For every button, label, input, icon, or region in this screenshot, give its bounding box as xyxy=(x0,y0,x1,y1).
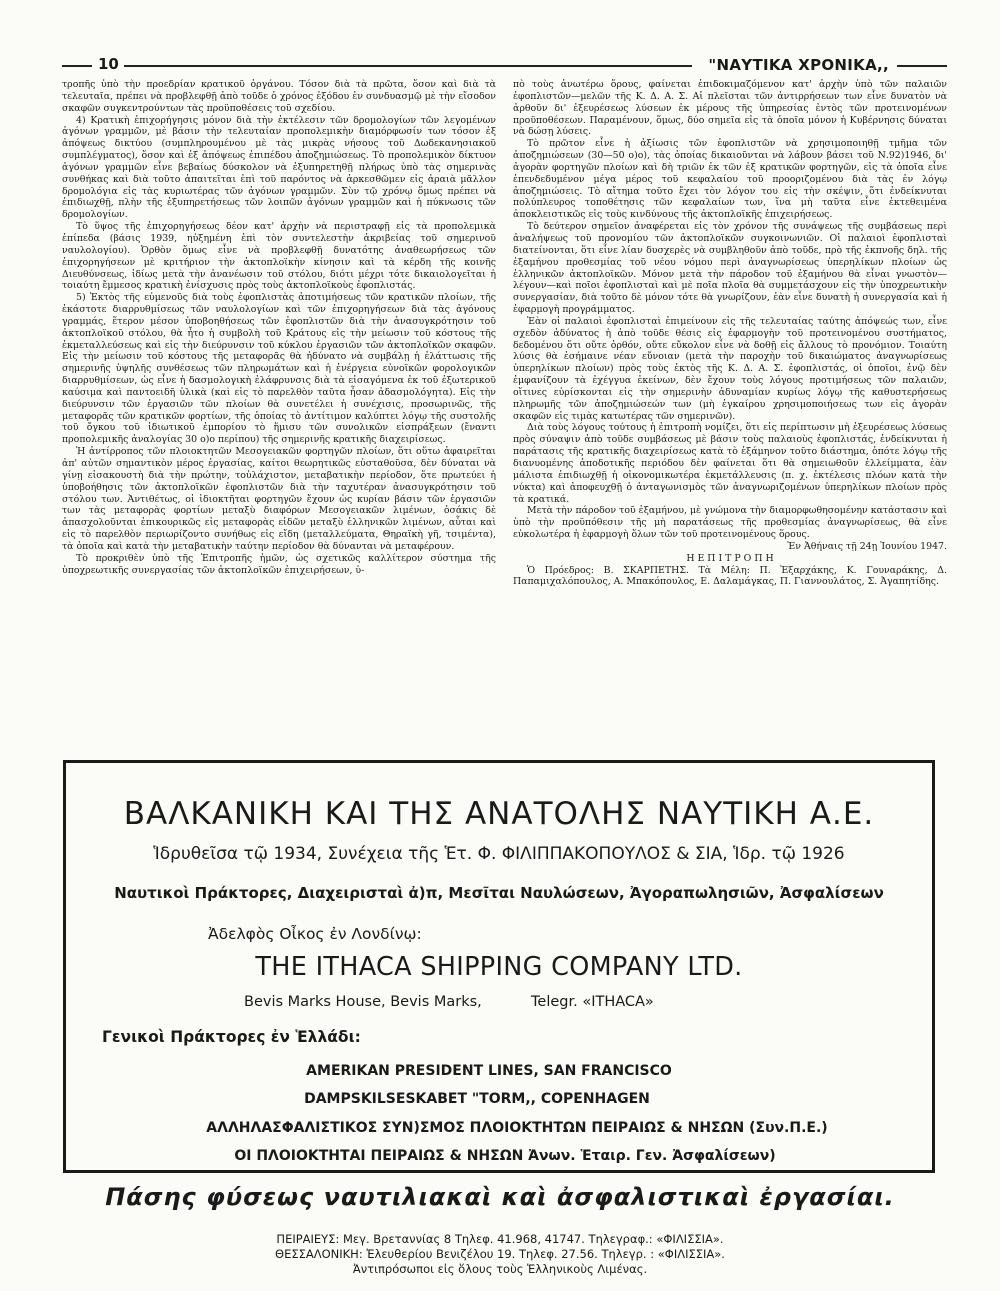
ad-london-company: THE ITHACA SHIPPING COMPANY LTD. xyxy=(255,952,743,982)
ad-address-piraeus: ΠΕΙΡΑΙΕΥΣ: Μεγ. Βρεταννίας 8 Τηλεφ. 41.968, 41747. Τηλεγραφ.: «ΦΙΛΙΣΣΙΑ». xyxy=(276,1232,724,1246)
ad-founded-line: Ἱδρυθεῖσα τῷ 1934, Συνέχεια τῆς Ἑτ. Φ. ΦΙΛΙΠΠΑΚΟΠΟΥΛΟΣ & ΣΙΑ, Ἱδρ. τῷ 1926 xyxy=(153,844,845,864)
article-paragraph: Ἐὰν οἱ παλαιοὶ ἐφοπλισταὶ ἐπιμείνουν εἰς τῆς τελευταίας ταύτης ἀπόψεώς των, εἶνε σχεδὸν ἀδύνατος ἡ ἀπὸ τοῦδε θέσις εἰς ἐφαρμογὴν τοῦ προτεινομένου συστήματος, δεδομένου ὅτι οὔτε ὀρθόν, οὔτε εὔκολον εἶνε νὰ δοθῇ εἰς ἄλλους τὸ προνόμιον. Τοιαύτη λύσις θὰ ἐσήμαινε νέαν εὔνοιαν (μετὰ τὴν παροχὴν τοῦ δικαιώματος ἀναγνωρίσεως ὑπερηλίκων πλοίων) πρὸς τοὺς ἐκτὸς τῆς Κ. Δ. Α. Σ. ἐφοπλιστάς, οἱ ὁποῖοι, ἐνῷ δὲν ἐμφανίζουν τὰ ἐχέγγυα ἐκείνων, δὲν ἔχουν τοὺς λόγους προτιμήσεως τῶν παλαιῶν, οἵτινες εὑρίσκονται εἰς τὴν σημερινὴν ἀδυναμίαν κυρίως λόγῳ τῆς καθυστερήσεως πληρωμῆς τῶν ἀποζημιώσεών των (μὴ ἐγκαίρου χρησιμοποιήσεως των εἰς ἀγορὰν σκαφῶν εἰς τιμὰς κατωτέρας τῶν σημερινῶν). xyxy=(513,315,947,422)
advertisement-box xyxy=(63,760,935,1173)
ad-agents-label: Γενικοὶ Πράκτορες ἐν Ἑλλάδι: xyxy=(102,1028,361,1046)
ad-agent-item: ΟΙ ΠΛΟΙΟΚΤΗΤΑΙ ΠΕΙΡΑΙΩΣ & ΝΗΣΩΝ Ἀνων. Ἑταιρ. Γεν. Ἀσφαλίσεων) xyxy=(234,1148,776,1164)
ad-agent-item: ΑΛΛΗΛΑΣΦΑΛΙΣΤΙΚΟΣ ΣΥΝ)ΣΜΟΣ ΠΛΟΙΟΚΤΗΤΩΝ ΠΕΙΡΑΙΩΣ & ΝΗΣΩΝ (Συν.Π.Ε.) xyxy=(206,1120,828,1136)
header-rule-middle xyxy=(124,65,692,67)
page-number: 10 xyxy=(98,55,119,73)
article-body xyxy=(62,79,947,744)
article-paragraph: 5) Ἐκτὸς τῆς εὐμενοῦς διὰ τοὺς ἐφοπλιστὰς ἀποτιμήσεως τῶν κρατικῶν πλοίων, τῆς ἑκάστοτε διαρρυθμίσεως τῶν ναυλολογίων καὶ τῶν ἐπιχορηγήσεων διὰ τὰς ἀγόνους γραμμάς, ἕτερον μέσον ὑποβοηθήσεως τῶν ἐφοπλιστῶν διὰ τὴν ἀνασυγκρότησιν τοῦ ἀκτοπλοϊκοῦ στόλου, θὰ ἦτο ἡ συμβολὴ τοῦ Κράτους εἰς τὴν μείωσιν τοῦ κόστους τῆς ἐκμεταλλεύσεως καὶ εἰς τὴν διεύρυνσιν τοῦ κύκλου ἐργασιῶν τῶν ἀκτοπλοϊκῶν σκαφῶν. Εἰς τὴν μείωσιν τοῦ κόστους τῆς μεταφορᾶς θὰ ἠδύνατο νὰ συμβάλῃ ἡ ἐλάττωσις τῆς σημερινῆς ὑψηλῆς συνθέσεως τῶν πληρωμάτων καὶ ἡ ἐνέργεια εὐνοϊκῶν φορολογικῶν διαρρυθμίσεων, ὡς εἶνε ἡ δασμολογικὴ ἐλάφρυνσις διὰ τὰ εἰσαγόμενα ἐκ τοῦ ἐξωτερικοῦ καύσιμα καὶ παντοειδῆ ὑλικὰ (καὶ εἰς τὸ παρελθὸν ταῦτα ἦσαν ἀδασμολόγητα). Εἰς τὴν διεύρυνσιν τῶν ἐργασιῶν τῶν πλοίων θὰ συνετέλει ἡ συνέχισις, προσωρινῶς, τῆς μεταφορᾶς τῶν κρατικῶν φορτίων, τῆς ὁποίας τὸ ἀντίτιμον καλύπτει λόγῳ τῆς συστολῆς τοῦ ὄγκου τοῦ ἰδιωτικοῦ ἐμπορίου τὸ ἥμισυ τῶν συνολικῶν εἰσπράξεων (ἔναντι προπολεμικῆς ἀναλογίας 30 ο)ο περίπου) τῆς σημερινῆς κρατικῆς διαχειρίσεως. xyxy=(62,292,496,446)
ad-company-name: ΒΑΛΚΑΝΙΚΗ ΚΑΙ ΤΗΣ ΑΝΑΤΟΛΗΣ ΝΑΥΤΙΚΗ Α.Ε. xyxy=(123,796,875,832)
article-paragraph: Ἐν Ἀθήναις τῇ 24ῃ Ἰουνίου 1947. xyxy=(787,540,947,552)
ad-tagline: Πάσης φύσεως ναυτιλιακαὶ καὶ ἀσφαλιστικαὶ ἐργασίαι. xyxy=(105,1183,895,1211)
article-paragraph: Τὸ προκριθὲν ὑπὸ τῆς Ἐπιτροπῆς ἡμῶν, ὡς σχετικῶς καλλίτερον σύστημα τῆς ὑποχρεωτικῆς συνεργασίας τῶν ἀκτοπλοϊκῶν ἐπιχειρήσεων, ὑ- xyxy=(62,552,496,576)
article-paragraph: τροπῆς ὑπὸ τὴν προεδρίαν κρατικοῦ ὀργάνου. Τόσον διὰ τὰ πρῶτα, ὅσον καὶ διὰ τὰ τελευταῖα, πρέπει νὰ προβλεφθῇ ἀπὸ τοῦδε ὁ χρόνος ἐξόδου ἐν συνδυασμῷ μὲ τὴν εἴσοδον σκαφῶν συγκεντρούντων τὰς προϋποθέσεις τοῦ σχεδίου. xyxy=(62,79,496,114)
magazine-title: "ΝΑΥΤΙΚΑ ΧΡΟΝΙΚΑ,, xyxy=(708,56,889,74)
article-paragraph: Τὸ ὕψος τῆς ἐπιχορηγήσεως δέον κατ' ἀρχὴν νὰ περιστραφῇ εἰς τὰ προπολεμικὰ ἐπίπεδα (βάσις 1939, ηὐξημένη ἐπὶ τὸν συντελεστὴν ἀκριβείας τοῦ σημερινοῦ ναυλολογίου). Ὀρθὸν ὅμως εἶνε νὰ προβλεφθῇ δυνατότης ἀναθεωρήσεως τῶν ἐπιχορηγήσεων μὲ κριτήριον τὴν ἀκτοπλοϊκὴν κίνησιν καὶ τὰ κέρδη τῆς κοινῆς Διευθύνσεως, ἰδίως μετὰ τὴν ἀνανέωσιν τοῦ στόλου, διότι μέχρι τότε δικαιολογεῖται ἡ τοιαύτη ἔμμεσος κρατικὴ ἐνίσχυσις πρὸς τοὺς ἀκτοπλοϊκοὺς ἐφοπλιστάς. xyxy=(62,221,496,292)
ad-london-address-line xyxy=(244,994,654,1010)
ad-sister-house-label: Ἀδελφὸς Οἶκος ἐν Λονδίνῳ: xyxy=(208,925,422,943)
article-paragraph: Η Ε Π Ι Τ Ρ Ο Π Η xyxy=(686,552,774,564)
ad-representatives: Ἀντιπρόσωποι εἰς ὅλους τοὺς Ἑλληνικοὺς Λιμένας. xyxy=(352,1262,648,1276)
article-column-right xyxy=(513,79,947,744)
page-header xyxy=(62,55,947,75)
article-paragraph: Τὸ δεύτερον σημεῖον ἀναφέρεται εἰς τὸν χρόνον τῆς συνάψεως τῆς συμβάσεως περὶ ἀναλήψεως τοῦ προνομίου τῶν ἀκτοπλοϊκῶν συγκοινωνιῶν. Οἱ παλαιοὶ ἐφοπλισταὶ διατείνονται, ὅτι εἶνε λίαν δυσχερὲς νὰ συμβληθοῦν ἀπὸ τοῦδε, πρὸ τῆς ἐκπνοῆς δηλ. τῆς ἐξαμήνου προθεσμίας τοῦ νέου νόμου περὶ ἀναγνωρίσεως ὑπερηλίκων πλοίων ὡς ἑλληνικῶν ἀκτοπλοϊκῶν. Μόνον μετὰ τὴν πάροδον τοῦ ἐξαμήνου θὰ εἶναι γνωστὸν—λέγουν—καὶ ποῖοι ἐφοπλισταὶ καὶ μὲ ποῖα πλοῖα θὰ συμμετάσχουν εἰς τὴν ὑποχρεωτικὴν συνεργασίαν, διὰ τοῦτο δὲ μόνον τότε θὰ γνωρίζουν, ἐὰν εἶνε δυνατὴ ἡ συνεργασία καὶ ἡ ἐφαρμογὴ προγράμματος. xyxy=(513,221,947,316)
article-paragraph: Διὰ τοὺς λόγους τούτους ἡ ἐπιτροπὴ νομίζει, ὅτι εἰς περίπτωσιν μὴ ἐξευρέσεως λύσεως πρὸς σύναψιν ἀπὸ τοῦδε συμβάσεως μὲ βάσιν τοὺς παλαιοὺς ἐφοπλιστάς, ἐνδείκνυται ἡ παράτασις τῆς κρατικῆς διαχειρίσεως κατὰ τὸ ἑξάμηνον τοῦτο διάστημα, ὁπότε λόγῳ τῆς διανυομένης ἀποδοτικῆς περιόδου δὲν φαίνεται ὅτι θὰ σημειωθοῦν ἐλλείμματα, ἐὰν μάλιστα ἐπιδιωχθῇ ἡ οἰκονομικωτέρα ἐκμετάλλευσις (π. χ. ἐκτέλεσις πλόων κατὰ τὴν νύκτα) καὶ ἀποφευχθῇ ὁ ἀνταγωνισμὸς τῶν ἀναγνωριζομένων ὑπερηλίκων πλοίων πρὸς τὰ κρατικά. xyxy=(513,422,947,505)
article-paragraph: Τὸ πρῶτον εἶνε ἡ ἀξίωσις τῶν ἐφοπλιστῶν νὰ χρησιμοποιηθῇ τμῆμα τῶν ἀποζημιώσεων (30—50 ο)ο), τὰς ὁποίας δικαιοῦνται νὰ λάβουν βάσει τοῦ Ν.92)1946, δι' ἀγορὰν φορτηγῶν πλοίων καὶ δὴ τριῶν ἐκ τῶν ἐξ κρατικῶν φορτηγῶν, εἰς τὰ ὁποῖα εἶνε ἐπενδεδυμένον μέγα μέρος τοῦ κεφαλαίου τοῦ προοριζομένου διὰ τὰς ἐν λόγῳ ἀποζημιώσεις. Τὸ αἴτημα τοῦτο ἔχει τὸν λόγον του εἰς τὴν σκέψιν, ὅτι ἐνδείκνυται πολύπλευρος τοποθέτησις τῶν κεφαλαίων των, ἵνα μὴ ταῦτα εἶνε ἐκτεθειμένα ἀποκλειστικῶς εἰς τοὺς κινδύνους τῆς ἀκτοπλοϊκῆς ἐπιχειρήσεως. xyxy=(513,138,947,221)
ad-london-telegr: Telegr. «ITHACA» xyxy=(531,994,654,1010)
article-paragraph: Μετὰ τὴν πάροδον τοῦ ἐξαμήνου, μὲ γνώμονα τὴν διαμορφωθησομένην κατάστασιν καὶ ὑπὸ τὴν προϋπόθεσιν τῆς μὴ παρατάσεως τῆς προθεσμίας ἀναγνωρίσεως, θὰ εἶνε εὐκολωτέρα ἡ ἐφαρμογὴ ὅλων τῶν τοῦ προτεινομένους ὅρους. xyxy=(513,505,947,541)
article-paragraph: πὸ τοὺς ἀνωτέρω ὅρους, φαίνεται ἐπιδοκιμαζόμενον κατ' ἀρχὴν ὑπὸ τῶν παλαιῶν ἐφοπλιστῶν—μελῶν τῆς Κ. Δ. Α. Σ. Αἱ πλεῖσται τῶν ἀντιρρήσεων των εἶνε δυνατὸν νὰ ἀρθοῦν δι' ἐξευρέσεως λύσεων ἐκ μέρους τῆς ὑπηρεσίας ἐντὸς τῶν προτεινομένων προϋποθέσεων. Παραμένουν, ὅμως, δύο σημεῖα εἰς τὰ ὁποῖα μόνον ἡ Κυβέρνησις δύναται νὰ δώσῃ λύσεις. xyxy=(513,79,947,138)
ad-london-address: Bevis Marks House, Bevis Marks, xyxy=(244,994,482,1010)
ad-services-line: Ναυτικοὶ Πράκτορες, Διαχειρισταὶ ἀ)π, Μεσῖται Ναυλώσεων, Ἀγοραπωλησιῶν, Ἀσφαλίσεων xyxy=(114,884,884,902)
header-rule-right xyxy=(897,65,947,67)
article-paragraph: Ὁ Πρόεδρος: Β. ΣΚΑΡΠΕΤΗΣ. Τὰ Μέλη: Π. Ἐξαρχάκης, Κ. Γουναράκης, Δ. Παπαμιχαλόπουλος, Α. Μπακόπουλος, Ε. Δαλαμάγκας, Π. Γιαννουλάτος, Σ. Ἀγαπητίδης. xyxy=(513,564,947,588)
article-paragraph: 4) Κρατικὴ ἐπιχορήγησις μόνον διὰ τὴν ἐκτέλεσιν τῶν δρομολογίων τῶν λεγομένων ἀγόνων γραμμῶν, μὲ βάσιν τὴν τελευταίαν προπολεμικὴν διαμόρφωσίν των τόσον ἐξ ἀπόψεως δικτύου (συμπληρουμένου μὲ τὰς μικρὰς νήσους τοῦ Δωδεκανησιακοῦ συμπλέγματος), ὅσον καὶ ἐξ ἀπόψεως ἐπιπέδου ἀποζημιώσεως. Τὸ προπολεμικὸν δίκτυον ἀγόνων γραμμῶν εἶνε βεβαίως δύσκολον νὰ ἐξυπηρετηθῇ πλήρως ὑπὸ τὰς σημερινὰς συνθήκας καὶ διὰ τοῦτο ἀπαιτεῖται ἐπὶ τοῦ παρόντος νὰ ἀρκεσθῶμεν εἰς ἀραιὰ μᾶλλον δρομολόγια εἰς τὰς κυριωτέρας τῶν ἀγόνων γραμμῶν. Σὺν τῷ χρόνῳ ὅμως πρέπει νὰ ἐπιδιωχθῇ, πλὴν τῆς ἐξυπηρετήσεως τῶν λοιπῶν ἀγόνων γραμμῶν καὶ ἡ πύκνωσις τῶν δρομολογίων. xyxy=(62,114,496,221)
ad-agent-item: AMERIKAN PRESIDENT LINES, SAN FRANCISCO xyxy=(306,1063,672,1079)
article-paragraph: Ἡ ἀντίρροπος τῶν πλοιοκτητῶν Μεσογειακῶν φορτηγῶν πλοίων, ὅτι οὕτω ἀφαιρεῖται ἀπ' αὐτῶν σημαντικὸν μέρος ἐργασίας, καίτοι θεωρητικῶς εὐσταθοῦσα, δὲν δύναται νὰ γίνῃ εἰσακουστὴ διὰ τὴν πρώτην, τοὐλάχιστον, μεταβατικὴν περίοδον, ὅτε πρωτεύει ἡ ὑποβοήθησις τῶν ἀκτοπλοϊκῶν ἐφοπλιστῶν διὰ τὴν ταχυτέραν ἀνασυγκρότησιν τοῦ στόλου των. Ἀντιθέτως, οἱ ἰδιοκτῆται φορτηγῶν ἔχουν ὡς κυρίαν βάσιν τῶν ἐργασιῶν των τὰς μεταφορὰς φορτίων μεταξὺ διαφόρων Μεσογειακῶν λιμένων, ὁσάκις δὲ ἀπασχολοῦνται ἐπικουρικῶς εἰς μεταφορὰς εἰδῶν μεταξὺ ἑλληνικῶν λιμένων, αὗται καὶ εἰς τὸ παρελθὸν περιωρίζοντο συνήθως εἰς εἴδη (μεταλλεύματα, Θηραϊκὴ γῆ, τσιμέντα), τὰ ὁποῖα καὶ κατὰ τὴν μεταβατικὴν ταύτην περίοδον θὰ δύνανται νὰ μεταφέρουν. xyxy=(62,446,496,552)
ad-agent-item: DAMPSKILSESKABET "TORM,, COPENHAGEN xyxy=(304,1091,650,1107)
ad-address-thessaloniki: ΘΕΣΣΑΛΟΝΙΚΗ: Ἐλευθερίου Βενιζέλου 19. Τηλεφ. 27.56. Τηλεγρ. : «ΦΙΛΙΣΣΙΑ». xyxy=(275,1247,725,1261)
header-rule-left xyxy=(62,65,92,67)
article-column-left xyxy=(62,79,496,744)
